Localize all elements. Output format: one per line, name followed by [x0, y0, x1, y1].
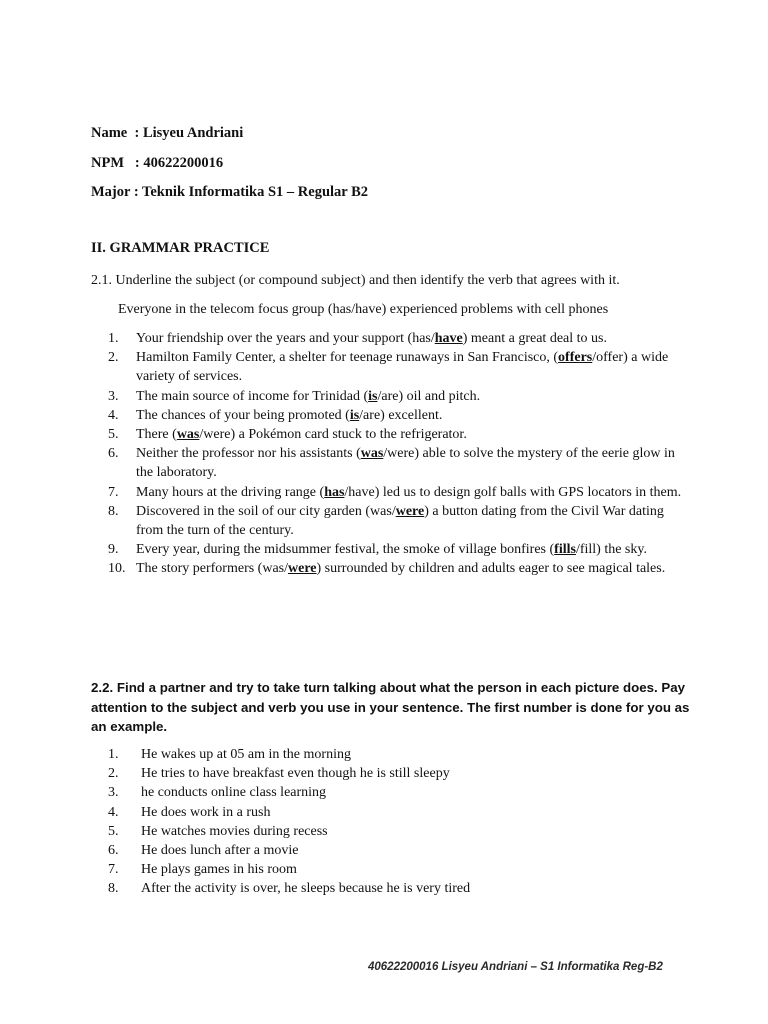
list-item: 1. He wakes up at 05 am in the morning	[108, 747, 351, 762]
answer-verb: was	[176, 427, 200, 443]
list-item: 3. The main source of income for Trinidad (is/are) oil and pitch.	[108, 388, 481, 404]
list-item: 6. He does lunch after a movie	[108, 843, 299, 859]
section-title: II. GRAMMAR PRACTICE	[91, 240, 270, 256]
instruction-2-2: 2.2. Find a partner and try to take turn talking about what the person in each picture does. Pay attention to the subject and verb you use in your sentence. The first number is done for you as an example.	[91, 680, 690, 734]
list-item: 4. The chances of your being promoted (is/are) excellent.	[108, 407, 443, 423]
name-value: Lisyeu Andriani	[142, 125, 244, 141]
answer-verb: was	[360, 446, 384, 462]
name-line	[91, 123, 243, 143]
answer-verb: were	[288, 561, 317, 577]
page-footer: 40622200016 Lisyeu Andriani – S1 Informatika Reg-B2	[368, 961, 663, 973]
answer-verb: offers	[558, 350, 593, 366]
major-label: Major :	[91, 184, 143, 200]
major-line	[91, 182, 368, 202]
grammar-items-list	[108, 329, 683, 579]
list-item: 10. The story performers (was/were) surrounded by children and adults eager to see magical tales.	[108, 561, 666, 577]
list-item: 7. He plays games in his room	[108, 862, 297, 878]
list-item: 1. Your friendship over the years and your support (has/have) meant a great deal to us.	[108, 331, 607, 346]
list-item: 3. he conducts online class learning	[108, 785, 327, 801]
list-item: 8. After the activity is over, he sleeps because he is very tired	[108, 881, 471, 897]
list-item: 7. Many hours at the driving range (has/have) led us to design golf balls with GPS locators in them.	[108, 484, 682, 500]
major-value: Teknik Informatika S1 – Regular B2	[142, 184, 369, 200]
npm-line	[91, 153, 223, 173]
list-item: 2. Hamilton Family Center, a shelter for teenage runaways in San Francisco, (offers/offer) a wide variety of services.	[108, 350, 669, 385]
answer-verb: fills	[554, 542, 576, 558]
list-item: 4. He does work in a rush	[108, 804, 271, 820]
activity-list	[108, 745, 668, 899]
answer-verb: have	[434, 331, 463, 346]
answer-verb: is	[368, 388, 378, 404]
list-item: 5. There (was/were) a Pokémon card stuck to the refrigerator.	[108, 427, 467, 443]
list-item: 5. He watches movies during recess	[108, 823, 328, 839]
answer-verb: is	[349, 407, 360, 423]
list-item: 6. Neither the professor nor his assistants (was/were) able to solve the mystery of the eerie glow in the laboratory.	[108, 446, 675, 481]
npm-value: 40622200016	[143, 155, 224, 171]
list-item: 8. Discovered in the soil of our city garden (was/were) a button dating from the Civil War dating from the turn of the century.	[108, 503, 664, 539]
example-sentence: Everyone in the telecom focus group (has/have) experienced problems with cell phones	[118, 302, 609, 317]
list-item: 2. He tries to have breakfast even though he is still sleepy	[108, 766, 450, 782]
npm-label: NPM :	[91, 155, 144, 171]
answer-verb: has	[324, 484, 345, 500]
answer-verb: were	[395, 503, 425, 519]
list-item: 9. Every year, during the midsummer festival, the smoke of village bonfires (fills/fill) the sky.	[108, 542, 647, 558]
name-label: Name :	[91, 125, 143, 141]
instruction-2-1: 2.1. Underline the subject (or compound subject) and then identify the verb that agrees with it.	[91, 273, 620, 288]
